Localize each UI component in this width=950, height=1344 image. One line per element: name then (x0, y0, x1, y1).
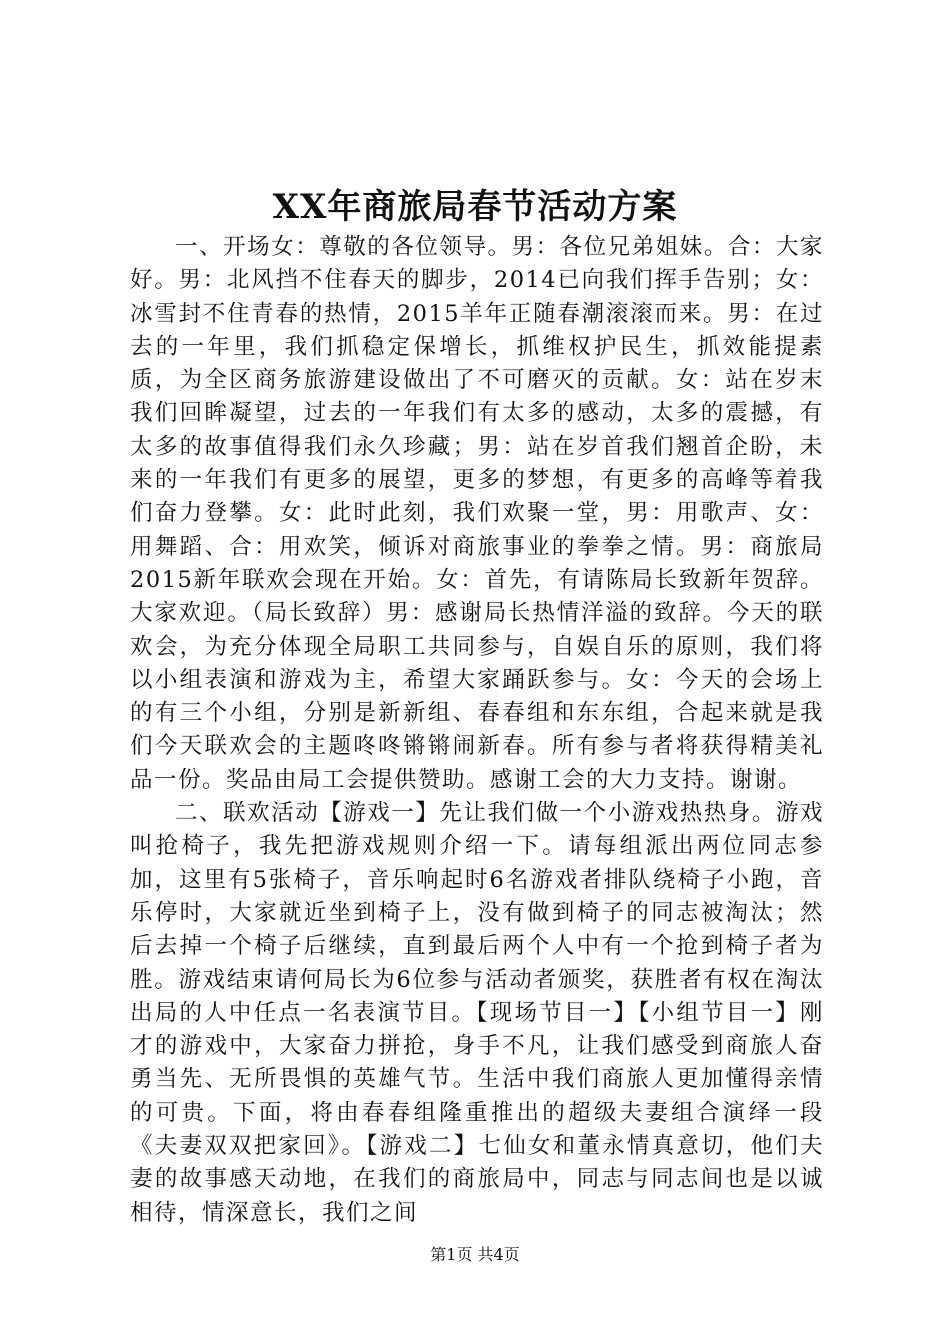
paragraph-opening: 一、开场女：尊敬的各位领导。男：各位兄弟姐妹。合：大家好。男：北风挡不住春天的脚步，2014已向我们挥手告别；女：冰雪封不住青春的热情，2015羊年正随春潮滚滚而来。男：在过去的一年里，我们抓稳定保增长，抓维权护民生，抓效能提素质，为全区商务旅游建设做出了不可磨灭的贡献。女：站在岁末我们回眸凝望，过去的一年我们有太多的感动，太多的震撼，有太多的故事值得我们永久珍藏；男：站在岁首我们翘首企盼，未来的一年我们有更多的展望，更多的梦想，有更多的高峰等着我们奋力登攀。女：此时此刻，我们欢聚一堂，男：用歌声、女：用舞蹈、合：用欢笑，倾诉对商旅事业的拳拳之情。男：商旅局2015新年联欢会现在开始。女：首先，有请陈局长致新年贺辞。大家欢迎。（局长致辞）男：感谢局长热情洋溢的致辞。今天的联欢会，为充分体现全局职工共同参与，自娱自乐的原则，我们将以小组表演和游戏为主，希望大家踊跃参与。女：今天的会场上的有三个小组，分别是新新组、春春组和东东组，合起来就是我们今天联欢会的主题咚咚锵锵闹新春。所有参与者将获得精美礼品一份。奖品由局工会提供赞助。感谢工会的大力支持。谢谢。 (130, 234, 824, 793)
document-body (130, 231, 824, 1230)
paragraph-activities: 二、联欢活动【游戏一】先让我们做一个小游戏热热身。游戏叫抢椅子，我先把游戏规则介绍一下。请每组派出两位同志参加，这里有5张椅子，音乐响起时6名游戏者排队绕椅子小跑，音乐停时，大家就近坐到椅子上，没有做到椅子的同志被淘汰；然后去掉一个椅子后继续，直到最后两个人中有一个抢到椅子者为胜。游戏结束请何局长为6位参与活动者颁奖，获胜者有权在淘汰出局的人中任点一名表演节目。【现场节目一】【小组节目一】刚才的游戏中，大家奋力拼抢，身手不凡，让我们感受到商旅人奋勇当先、无所畏惧的英雄气节。生活中我们商旅人更加懂得亲情的可贵。下面，将由春春组隆重推出的超级夫妻组合演绎一段《夫妻双双把家回》。【游戏二】七仙女和董永情真意切，他们夫妻的故事感天动地，在我们的商旅局中，同志与同志间也是以诚相待，情深意长，我们之间 (130, 800, 824, 1226)
page-footer: 第1页 共4页 (430, 1245, 520, 1264)
document-title: XX年商旅局春节活动方案 (272, 187, 678, 227)
